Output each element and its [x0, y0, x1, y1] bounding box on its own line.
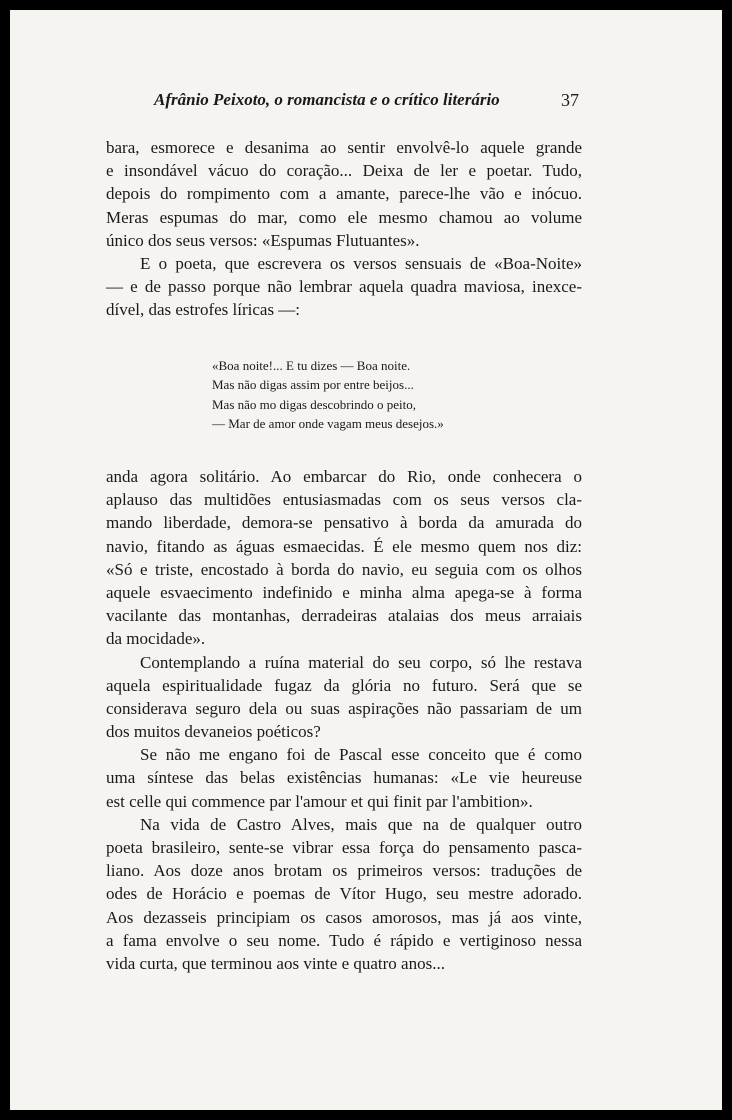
text-line: aquele esvaecimento indefinido e minha alma apega-se à forma [106, 582, 582, 602]
text-line: a fama envolve o seu nome. Tudo é rápido e vertiginoso nessa [106, 930, 582, 950]
text-line: liano. Aos doze anos brotam os primeiros versos: traduções de [106, 861, 582, 881]
text-line: depois do rompimento com a amante, parece-lhe vão e inócuo. [106, 184, 582, 204]
text-line: navio, fitando as águas esmaecidas. É ele mesmo quem nos diz: [106, 536, 582, 556]
text-line: uma síntese das belas existências humanas: «Le vie heureuse [106, 768, 582, 788]
text-line: est celle qui commence par l'amour et qui finit par l'ambition». [106, 791, 533, 811]
text-line: E o poeta, que escrevera os versos sensuais de «Boa-Noite» [140, 253, 582, 273]
text-line: aplauso das multidões entusiasmadas com os seus versos cla- [106, 490, 582, 510]
text-line: Contemplando a ruína material do seu corpo, só lhe restava [140, 652, 582, 672]
poem-line: Mas não mo digas descobrindo o peito, [212, 396, 416, 412]
text-line: Aos dezasseis principiam os casos amorosos, mas já aos vinte, [106, 907, 582, 927]
text-line: vacilante das montanhas, derradeiras atalaias dos meus arraiais [106, 606, 582, 626]
paragraph-block-2 [106, 465, 582, 975]
page-number: 37 [561, 90, 579, 110]
text-line: dos muitos devaneios poéticos? [106, 722, 321, 742]
text-line: dível, das estrofes líricas —: [106, 300, 301, 320]
text-line: Meras espumas do mar, como ele mesmo chamou ao volume [106, 207, 582, 227]
running-header [154, 90, 579, 116]
text-line: considerava seguro dela ou suas aspirações não passariam de um [106, 698, 582, 718]
text-line: Se não me engano foi de Pascal esse conceito que é como [140, 745, 582, 765]
text-line: da mocidade». [106, 629, 206, 649]
text-line: odes de Horácio e poemas de Vítor Hugo, seu mestre adorado. [106, 884, 582, 904]
paragraph-block-1 [106, 136, 582, 322]
book-page [10, 10, 722, 1110]
text-line: mando liberdade, demora-se pensativo à borda da amurada do [106, 513, 582, 533]
poem-quote [212, 356, 444, 434]
poem-line: — Mar de amor onde vagam meus desejos.» [212, 416, 444, 432]
poem-line: Mas não digas assim por entre beijos... [212, 377, 414, 393]
text-line: aquela espiritualidade fugaz da glória no futuro. Será que se [106, 675, 582, 695]
text-line: «Só e triste, encostado à borda do navio, eu seguia com os olhos [106, 559, 582, 579]
text-line: bara, esmorece e desanima ao sentir envolvê-lo aquele grande [106, 138, 582, 157]
text-line: anda agora solitário. Ao embarcar do Rio, onde conhecera o [106, 467, 582, 486]
running-title: Afrânio Peixoto, o romancista e o crítico literário [154, 90, 500, 109]
text-line: poeta brasileiro, sente-se vibrar essa força do pensamento pasca- [106, 838, 582, 857]
text-line: vida curta, que terminou aos vinte e quatro anos... [106, 953, 445, 973]
text-line: — e de passo porque não lembrar aquela quadra maviosa, inexce- [106, 277, 582, 297]
poem-line: «Boa noite!... E tu dizes — Boa noite. [212, 358, 411, 373]
text-line: e insondável vácuo do coração... Deixa de ler e poetar. Tudo, [106, 161, 582, 181]
text-line: Na vida de Castro Alves, mais que na de qualquer outro [140, 814, 582, 834]
text-line: único dos seus versos: «Espumas Flutuantes». [106, 230, 420, 250]
